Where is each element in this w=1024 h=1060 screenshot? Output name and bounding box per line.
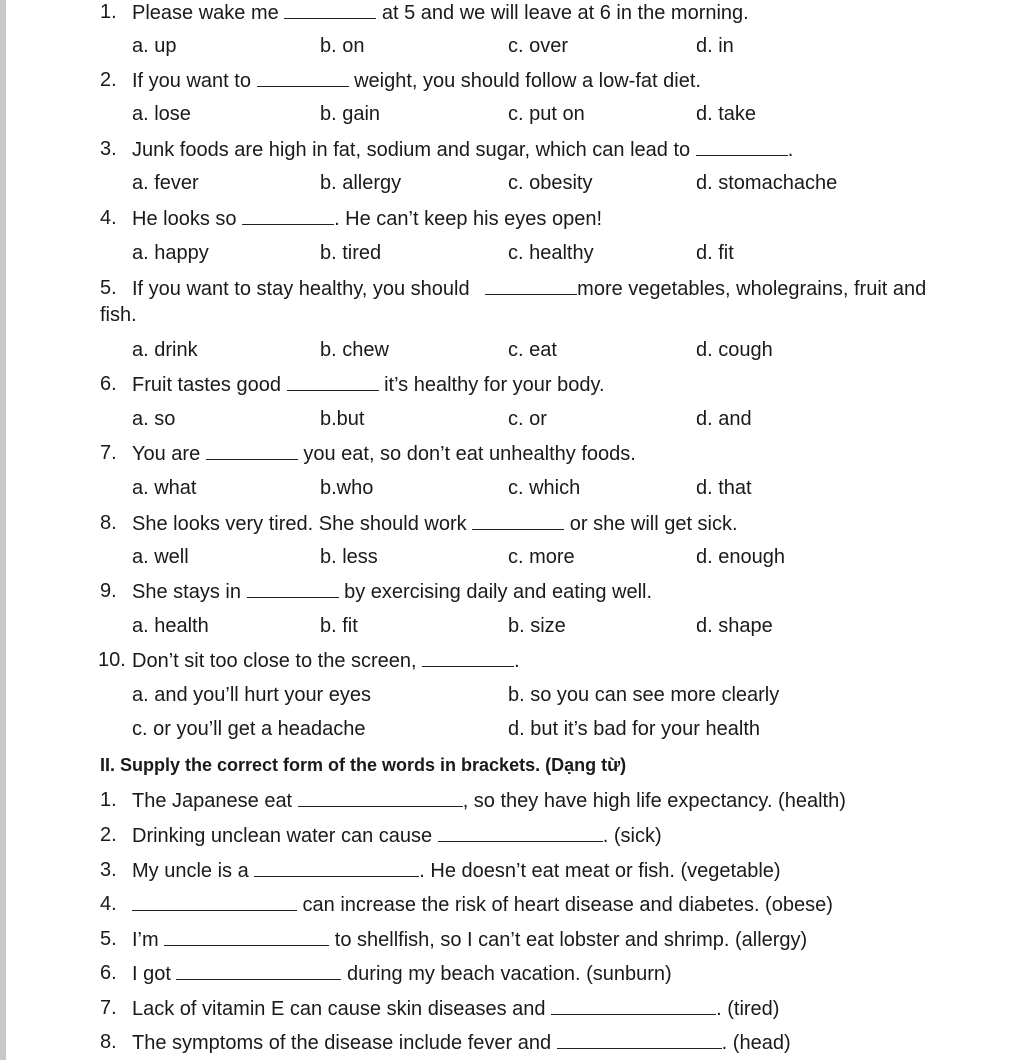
item-number: 2.: [100, 824, 117, 846]
section-heading: II. Supply the correct form of the words in brackets. (Dạng từ): [100, 755, 627, 775]
answer-blank[interactable]: [284, 0, 376, 19]
item-text: . He doesn’t eat meat or fish. (vegetable): [419, 860, 781, 882]
item-text: The Japanese eat: [132, 790, 298, 812]
option-c[interactable]: c. put on: [508, 103, 585, 125]
option-a[interactable]: a. drink: [132, 339, 198, 361]
question-text: You are: [132, 443, 206, 465]
question-text: at 5 and we will leave at 6 in the morning.: [376, 2, 749, 24]
item-number: 6.: [100, 962, 117, 984]
option-d[interactable]: d. shape: [696, 615, 773, 637]
question-text: you eat, so don’t eat unhealthy foods.: [297, 443, 636, 465]
answer-blank[interactable]: [257, 68, 349, 87]
option-d[interactable]: d. take: [696, 103, 757, 125]
option-c[interactable]: c. more: [508, 546, 575, 568]
answer-blank[interactable]: [176, 961, 341, 980]
option-a[interactable]: a. up: [132, 35, 177, 57]
question-text: She stays in: [132, 581, 247, 603]
question-text: Fruit tastes good: [132, 374, 287, 396]
question-text: Junk foods are high in fat, sodium and sugar, which can lead to: [132, 139, 696, 161]
answer-blank[interactable]: [422, 648, 514, 667]
option-c[interactable]: c. or you’ll get a headache: [132, 718, 366, 740]
item-text: , so they have high life expectancy. (health): [462, 790, 846, 812]
item-text: The symptoms of the disease include fever and: [132, 1032, 557, 1054]
option-c[interactable]: c. eat: [508, 339, 557, 361]
option-b[interactable]: b. allergy: [320, 172, 402, 194]
question-text: or she will get sick.: [564, 513, 738, 535]
item-text: . (head): [721, 1032, 791, 1054]
question-text: .: [787, 139, 794, 161]
answer-blank[interactable]: [485, 276, 577, 295]
answer-blank[interactable]: [206, 441, 298, 460]
answer-blank[interactable]: [242, 206, 334, 225]
option-d[interactable]: d. in: [696, 35, 734, 57]
question-text: Please wake me: [132, 2, 285, 24]
item-text: Lack of vitamin E can cause skin diseases and: [132, 998, 552, 1020]
question-continuation: fish.: [100, 304, 137, 326]
answer-blank[interactable]: [472, 511, 564, 530]
item-text: can increase the risk of heart disease and diabetes. (obese): [297, 894, 833, 916]
item-text: . (tired): [716, 998, 780, 1020]
answer-blank[interactable]: [551, 996, 716, 1015]
item-number: 4.: [100, 893, 117, 915]
question-text: weight, you should follow a low-fat diet.: [348, 70, 701, 92]
question-number: 7.: [100, 442, 117, 464]
option-c[interactable]: c. or: [508, 408, 547, 430]
answer-blank[interactable]: [696, 137, 788, 156]
item-text: . (sick): [602, 825, 662, 847]
option-d[interactable]: d. and: [696, 408, 752, 430]
option-d[interactable]: d. fit: [696, 242, 734, 264]
question-number: 5.: [100, 277, 117, 299]
option-a[interactable]: a. and you’ll hurt your eyes: [132, 684, 372, 706]
option-b[interactable]: b. so you can see more clearly: [508, 684, 780, 706]
question-text: If you want to: [132, 70, 257, 92]
option-c[interactable]: c. over: [508, 35, 569, 57]
item-number: 7.: [100, 997, 117, 1019]
item-text: I’m: [132, 929, 165, 951]
option-b[interactable]: b. chew: [320, 339, 389, 361]
answer-blank[interactable]: [557, 1030, 722, 1049]
question-text: . He can’t keep his eyes open!: [334, 208, 603, 230]
item-number: 5.: [100, 928, 117, 950]
option-b[interactable]: b. tired: [320, 242, 382, 264]
item-text: to shellfish, so I can’t eat lobster and shrimp. (allergy): [329, 929, 808, 951]
option-d[interactable]: d. stomachache: [696, 172, 838, 194]
option-c[interactable]: b. size: [508, 615, 566, 637]
item-text: during my beach vacation. (sunburn): [341, 963, 672, 985]
item-number: 1.: [100, 789, 117, 811]
question-text: Don’t sit too close to the screen,: [132, 650, 423, 672]
option-d[interactable]: d. that: [696, 477, 752, 499]
option-b[interactable]: b.but: [320, 408, 365, 430]
question-text: He looks so: [132, 208, 243, 230]
option-b[interactable]: b. fit: [320, 615, 358, 637]
question-number: 4.: [100, 207, 117, 229]
item-text: Drinking unclean water can cause: [132, 825, 438, 847]
item-number: 3.: [100, 859, 117, 881]
question-text: it’s healthy for your body.: [378, 374, 605, 396]
item-number: 8.: [100, 1031, 117, 1053]
question-number: 9.: [100, 580, 117, 602]
option-b[interactable]: b.who: [320, 477, 374, 499]
question-number: 6.: [100, 373, 117, 395]
item-text: My uncle is a: [132, 860, 255, 882]
question-number: 8.: [100, 512, 117, 534]
option-b[interactable]: b. on: [320, 35, 365, 57]
option-b[interactable]: b. less: [320, 546, 378, 568]
question-text: If you want to stay healthy, you should: [132, 278, 476, 300]
question-text: by exercising daily and eating well.: [338, 581, 653, 603]
question-text: .: [514, 650, 520, 672]
item-text: I got: [132, 963, 177, 985]
answer-blank[interactable]: [164, 927, 329, 946]
question-number: 10.: [98, 649, 126, 671]
option-a[interactable]: a. fever: [132, 172, 199, 194]
answer-blank[interactable]: [247, 579, 339, 598]
option-c[interactable]: c. healthy: [508, 242, 594, 264]
option-a[interactable]: a. happy: [132, 242, 209, 264]
answer-blank[interactable]: [287, 372, 379, 391]
option-a[interactable]: a. so: [132, 408, 176, 430]
option-d[interactable]: d. but it’s bad for your health: [508, 718, 761, 740]
page-left-edge: [0, 0, 6, 1060]
option-a[interactable]: a. lose: [132, 103, 191, 125]
option-a[interactable]: a. what: [132, 477, 197, 499]
question-text: She looks very tired. She should work: [132, 513, 473, 535]
option-c[interactable]: c. obesity: [508, 172, 593, 194]
option-a[interactable]: a. health: [132, 615, 209, 637]
answer-blank[interactable]: [132, 892, 297, 911]
option-c[interactable]: c. which: [508, 477, 581, 499]
option-d[interactable]: d. enough: [696, 546, 785, 568]
answer-blank[interactable]: [254, 858, 419, 877]
answer-blank[interactable]: [438, 823, 603, 842]
question-number: 2.: [100, 69, 117, 91]
question-text: more vegetables, wholegrains, fruit and: [577, 278, 927, 300]
question-number: 1.: [100, 1, 117, 23]
option-b[interactable]: b. gain: [320, 103, 381, 125]
question-number: 3.: [100, 138, 117, 160]
answer-blank[interactable]: [298, 788, 463, 807]
option-a[interactable]: a. well: [132, 546, 189, 568]
option-d[interactable]: d. cough: [696, 339, 773, 361]
